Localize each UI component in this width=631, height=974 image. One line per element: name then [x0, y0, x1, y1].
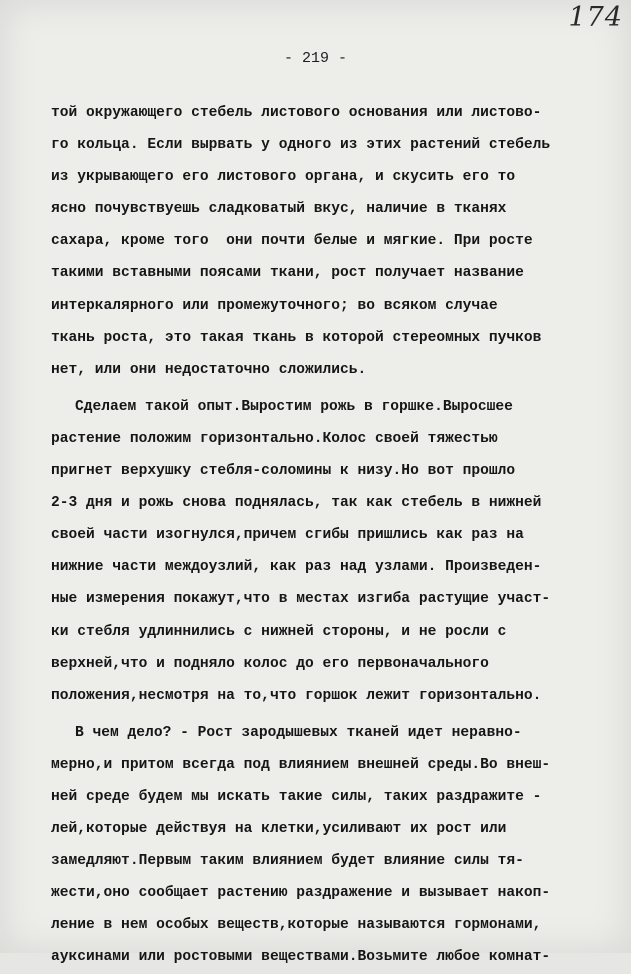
text-line: такими вставными поясами ткани, рост получает название: [51, 265, 524, 282]
text-line: мерно,и притом всегда под влиянием внешней среды.Во внеш-: [51, 756, 551, 773]
page-number: - 219 -: [283, 50, 347, 67]
text-line: растение положим горизонтально.Колос своей тяжестью: [51, 430, 498, 447]
text-line: замедляют.Первым таким влиянием будет влияние силы тя-: [51, 853, 524, 870]
text-line: ней среде будем мы искать такие силы, таких раздражите -: [51, 788, 542, 805]
paragraph: [51, 97, 626, 386]
text-line: из укрывающего его листового органа, и скусить его то: [51, 169, 516, 186]
text-line: нижние части междоузлий, как раз над узлами. Произведен-: [51, 559, 542, 576]
text-line: ясно почувствуешь сладковатый вкус, наличие в тканях: [51, 201, 507, 218]
text-line: жести,оно сообщает растению раздражение и вызывает накоп-: [51, 885, 551, 902]
body-text: [51, 97, 626, 974]
text-line: ткань роста, это такая ткань в которой стереомных пучков: [51, 329, 542, 346]
text-line: го кольца. Если вырвать у одного из этих растений стебель: [51, 137, 551, 154]
text-line: ауксинами или ростовыми веществами.Возьмите любое комнат-: [51, 949, 551, 966]
text-line: сахара, кроме того они почти белые и мягкие. При росте: [51, 233, 533, 250]
text-line: ки стебля удлиннились с нижней стороны, и не росли с: [51, 623, 507, 640]
text-line: верхней,что и подняло колос до его первоначального: [51, 655, 489, 672]
text-line: положения,несмотря на то,что горшок лежит горизонтально.: [51, 687, 542, 704]
text-line: 2-3 дня и рожь снова поднялась, так как стебель в нижней: [51, 495, 542, 512]
text-line: ные измерения покажут,что в местах изгиба растущие участ-: [51, 591, 551, 608]
text-line: той окружающего стебель листового основания или листово-: [51, 105, 542, 121]
text-line: нет, или они недостаточно сложились.: [51, 361, 367, 378]
text-line: пригнет верхушку стебля-соломины к низу.Но вот прошло: [51, 463, 516, 480]
folio-number: 174: [568, 2, 623, 33]
text-line: интеркалярного или промежуточного; во всяком случае: [51, 297, 498, 314]
text-line: своей части изогнулся,причем сгибы пришлись как раз на: [51, 527, 524, 544]
text-line: лей,которые действуя на клетки,усиливают их рост или: [51, 821, 507, 838]
text-line: Сделаем такой опыт.Выростим рожь в горшке.Выросшее: [75, 398, 513, 415]
paragraph: [51, 717, 626, 974]
text-line: ление в нем особых веществ,которые называются гормонами,: [51, 917, 542, 934]
text-line: В чем дело? - Рост зародышевых тканей идет неравно-: [75, 724, 522, 741]
paragraph: [51, 391, 626, 712]
